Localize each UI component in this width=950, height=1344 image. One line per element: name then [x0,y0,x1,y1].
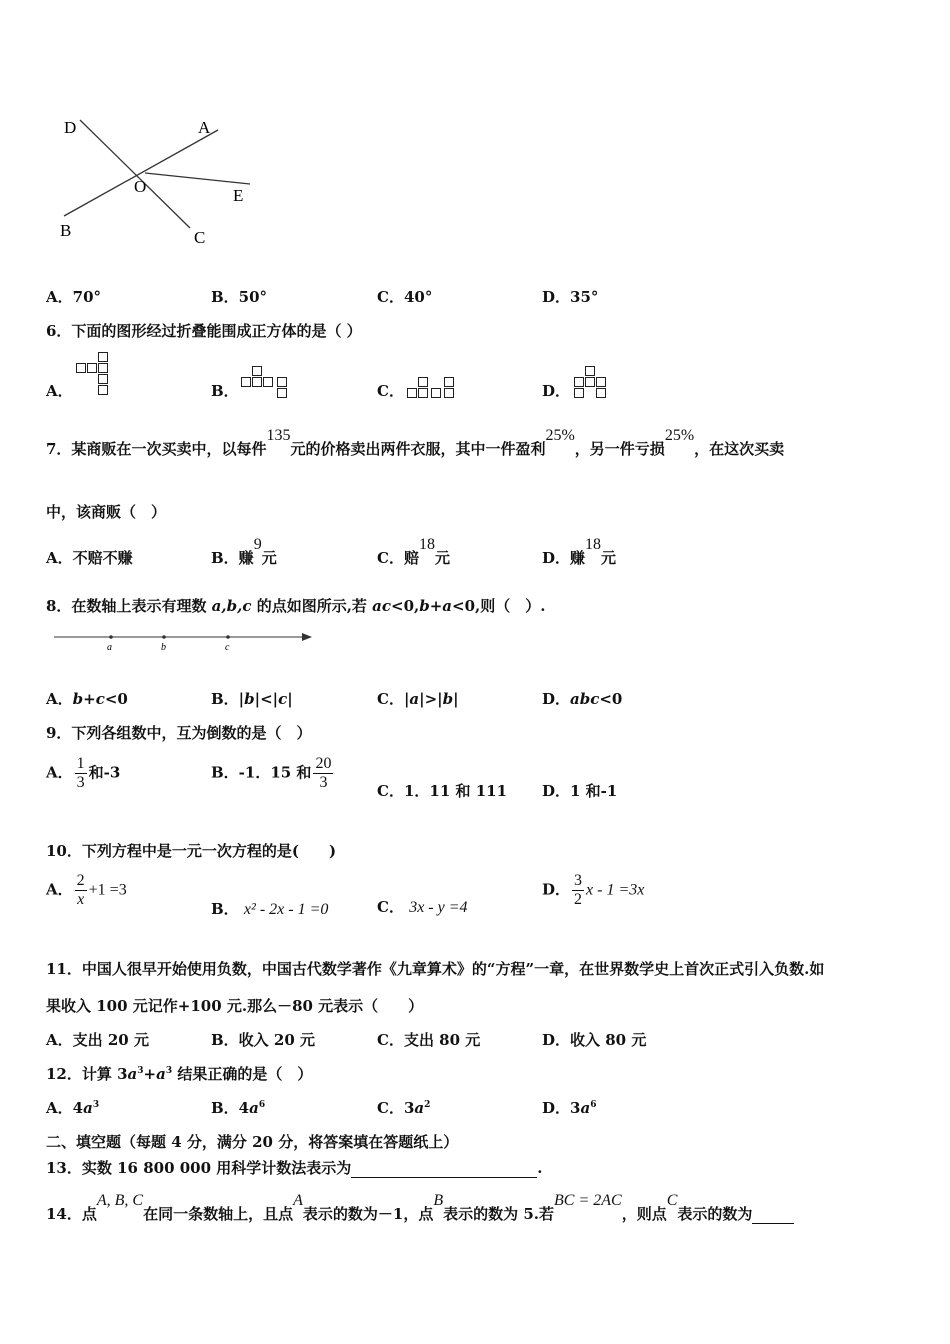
q11-stem-line1: 11．中国人很早开始使用负数，中国古代数学著作《九章算术》的“方程”一章，在世界数学史上首次正式引入负数.如 [46,960,825,978]
label-c: C [194,228,206,247]
q7-stem-part1: 7．某商贩在一次买卖中，以每件 [46,440,267,458]
q12-option-d: D．$3a^6$ [542,1099,597,1117]
q9-option-b: B．-1．15 和 $\frac{20}{3}$ [211,755,332,791]
q5-option-b: B．50° [211,288,268,306]
q8-stem: 8．在数轴上表示有理数 a,b,c 的点如图所示,若 ac<0,b+a<0,则（ ）. [46,597,546,615]
q8-option-c: C．|a|>|b| [377,690,459,708]
q10-option-a: A． $\frac{2}{x}$ +1 =3 [46,872,127,908]
q11-stem-line2: 果收入 100 元记作+100 元.那么－80 元表示（ ） [46,997,424,1015]
q7-pct1: 25% [545,427,575,444]
q6-option-b: B． [211,382,239,400]
label-b: B [60,221,72,240]
q9-stem: 9．下列各组数中，互为倒数的是（ ） [46,724,312,742]
q7-option-a: A．不赔不赚 [46,549,133,567]
q6-stem: 6．下面的图形经过折叠能围成正方体的是（ ） [46,322,362,340]
line-d-c [80,120,190,228]
ray-o-e [145,173,250,184]
q6-option-d: D． [542,382,571,400]
q7-pct2: 25% [664,427,695,444]
section2-title: 二、填空题（每题 4 分，满分 20 分，将答案填在答题纸上） [46,1133,459,1151]
line-b-a [64,130,218,216]
q10-option-b: B． x² - 2x - 1 =0 [211,900,329,918]
q11-option-b: B．收入 20 元 [211,1031,315,1049]
label-a: A [198,118,211,137]
q8-option-b: B．|b|<|c| [211,690,293,708]
q9-option-a: A． $\frac{1}{3}$ 和-3 [46,755,121,791]
q7-price: 135 [266,427,291,444]
q5-option-d: D．35° [542,288,599,306]
q7-stem-line1 [46,427,785,459]
q14-stem: 14．点A, B, C在同一条数轴上，且点A表示的数为－1，点B表示的数为 5.若BC = 2AC，则点C表示的数为 [46,1203,794,1224]
q7-option-d: D．赚18元 [542,536,617,567]
label-a: a [107,642,112,653]
q12-option-c: C．$3a^2$ [377,1099,431,1117]
label-b: b [161,642,166,653]
q8-option-a: A．b+c<0 [46,690,128,708]
q13-stem: 13．实数 16 800 000 用科学计数法表示为 . [46,1159,543,1177]
q14-answer-blank[interactable] [752,1205,794,1224]
q5-option-a: A．70° [46,288,102,306]
q11-option-c: C．支出 80 元 [377,1031,481,1049]
q6-option-a: A． [46,382,73,400]
label-o: O [134,177,147,196]
label-c: c [225,642,230,653]
angle-figure [50,108,270,248]
q8-option-d: D．abc<0 [542,690,623,708]
q9-option-d: D．1 和-1 [542,782,618,800]
q7-stem-part2: 元的价格卖出两件衣服，其中一件盈利 [290,440,546,458]
q5-option-c: C．40° [377,288,433,306]
q11-option-d: D．收入 80 元 [542,1031,647,1049]
q7-stem-line2: 中，该商贩（ ） [46,503,167,521]
q12-option-b: B．$4a^6$ [211,1099,266,1117]
q7-stem-part3: ，另一件亏损 [574,440,665,458]
label-e: E [233,186,244,205]
q12-stem: 12．计算 $3a^3+a^3$ 结果正确的是（ ） [46,1065,313,1083]
q6-option-c: C． [377,382,404,400]
label-d: D [64,118,77,137]
q10-option-c: C． 3x - y =4 [377,898,468,916]
point-a [109,635,113,639]
q9-option-c: C．1．11 和 111 [377,782,508,800]
q10-option-d: D． $\frac{3}{2}$ x - 1 =3x [542,872,645,908]
q11-option-a: A．支出 20 元 [46,1031,149,1049]
q10-stem: 10．下列方程中是一元一次方程的是( ) [46,842,337,860]
q7-option-c: C．赔18元 [377,536,450,567]
q13-answer-blank[interactable] [351,1159,537,1178]
q7-stem-part4: ，在这次买卖 [694,440,785,458]
number-line [50,628,320,656]
point-b [162,635,166,639]
q7-option-b: B．赚9元 [211,536,277,567]
point-c [226,635,230,639]
q12-option-a: A．$4a^3$ [46,1099,100,1117]
